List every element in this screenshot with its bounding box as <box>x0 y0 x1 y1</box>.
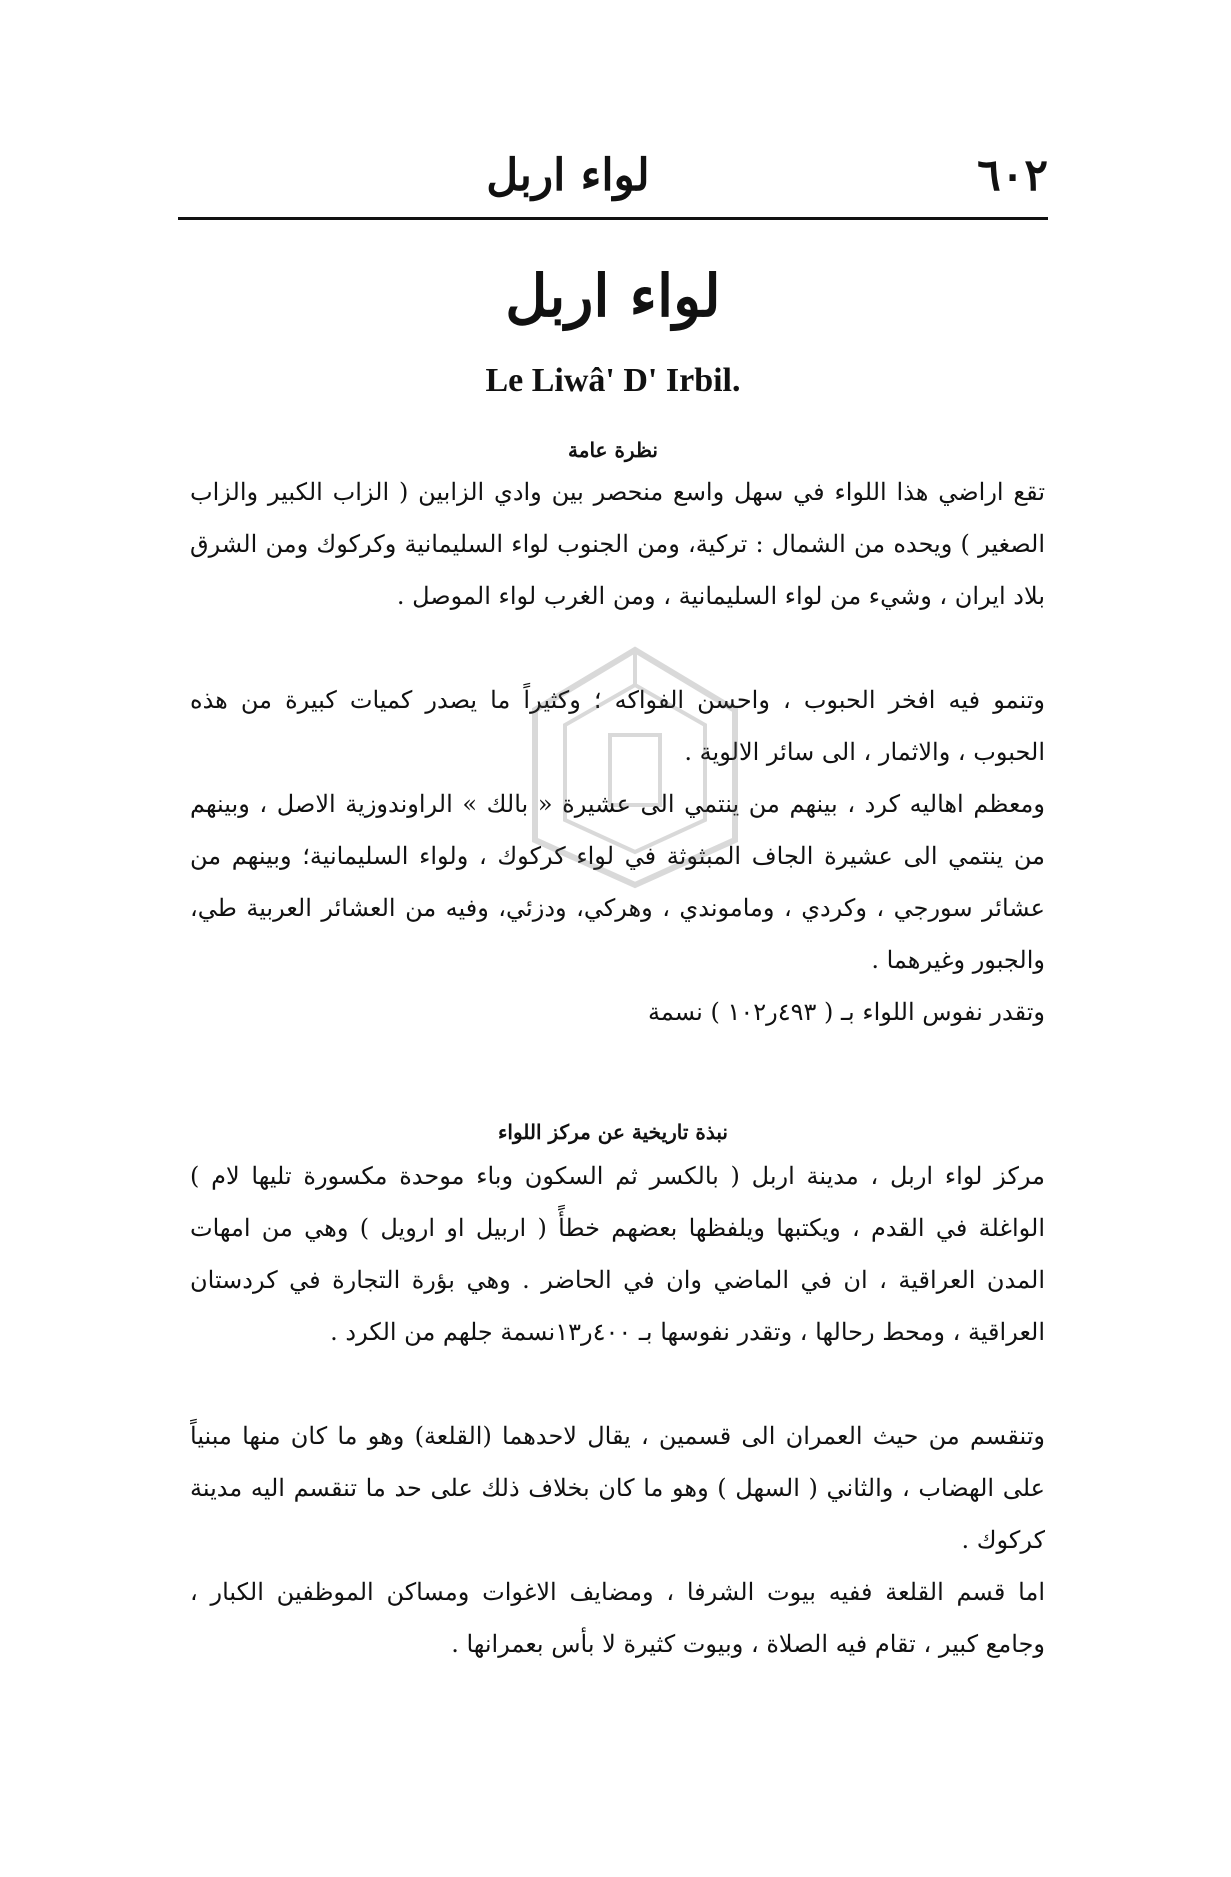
running-header <box>178 150 1048 220</box>
paragraph: وتنمو فيه افخر الحبوب ، واحسن الفواكه ؛ وكثيراً ما يصدر كميات كبيرة من هذه الحبوب ، والاثمار ، الى سائر الالوية . <box>190 686 1045 766</box>
chapter-title: لواء اربل <box>505 262 721 330</box>
chapter-title-latin: Le Liwâ' D' Irbil. <box>485 362 741 399</box>
paragraph: تقع اراضي هذا اللواء في سهل واسع منحصر بين وادي الزابين ( الزاب الكبير والزاب الصغير ) ويحده من الشمال : تركية، ومن الجنوب لواء السليمانية وكركوك ومن الشرق بلاد ايران ، وشيء من لواء السليمانية ، ومن الغرب لواء الموصل . <box>190 478 1045 610</box>
running-title: لواء اربل <box>486 150 650 201</box>
paragraph: وتنقسم من حيث العمران الى قسمين ، يقال لاحدهما (القلعة) وهو ما كان منها مبنياً على الهضاب ، والثاني ( السهل ) وهو ما كان بخلاف ذلك على حد ما تنقسم اليه مدينة كركوك . <box>190 1422 1045 1554</box>
library-seal-watermark <box>520 640 750 890</box>
section-heading-overview: نظرة عامة <box>568 438 658 462</box>
paragraph: مركز لواء اربل ، مدينة اربل ( بالكسر ثم السكون وباء موحدة مكسورة تليها لام ) الواغلة في القدم ، ويكتبها ويلفظها بعضهم خطأً ( اربيل او ارويل ) وهي من امهات المدن العراقية ، ان في الماضي وان في الحاضر . وهي بؤرة التجارة في كردستان العراقية ، ومحط رحالها ، وتقدر نفوسها بـ ٤٠٠ر١٣نسمة جلهم من الكرد . <box>190 1162 1045 1346</box>
section-heading-history: نبذة تاريخية عن مركز اللواء <box>497 1120 728 1144</box>
page-number: ٦٠٢ <box>977 150 1048 201</box>
paragraph: اما قسم القلعة ففيه بيوت الشرفا ، ومضايف الاغوات ومساكن الموظفين الكبار ، وجامع كبير ، تقام فيه الصلاة ، وبيوت كثيرة لا بأس بعمرانها . <box>190 1578 1045 1658</box>
section-history-body <box>190 1150 1045 1670</box>
paragraph: وتقدر نفوس اللواء بـ ( ٤٩٣ر١٠٢ ) نسمة <box>648 998 1045 1026</box>
paragraph: ومعظم اهاليه كرد ، بينهم من ينتمي الى عشيرة « بالك » الراوندوزية الاصل ، وبينهم من ينتمي الى عشيرة الجاف المبثوثة في لواء كركوك ، ولواء السليمانية؛ وبينهم من عشائر سورجي ، وكردي ، وماموندي ، وهركي، ودزئي، وفيه من العشائر العربية طي، والجبور وغيرهما . <box>190 790 1045 974</box>
header-rule <box>178 217 1048 220</box>
